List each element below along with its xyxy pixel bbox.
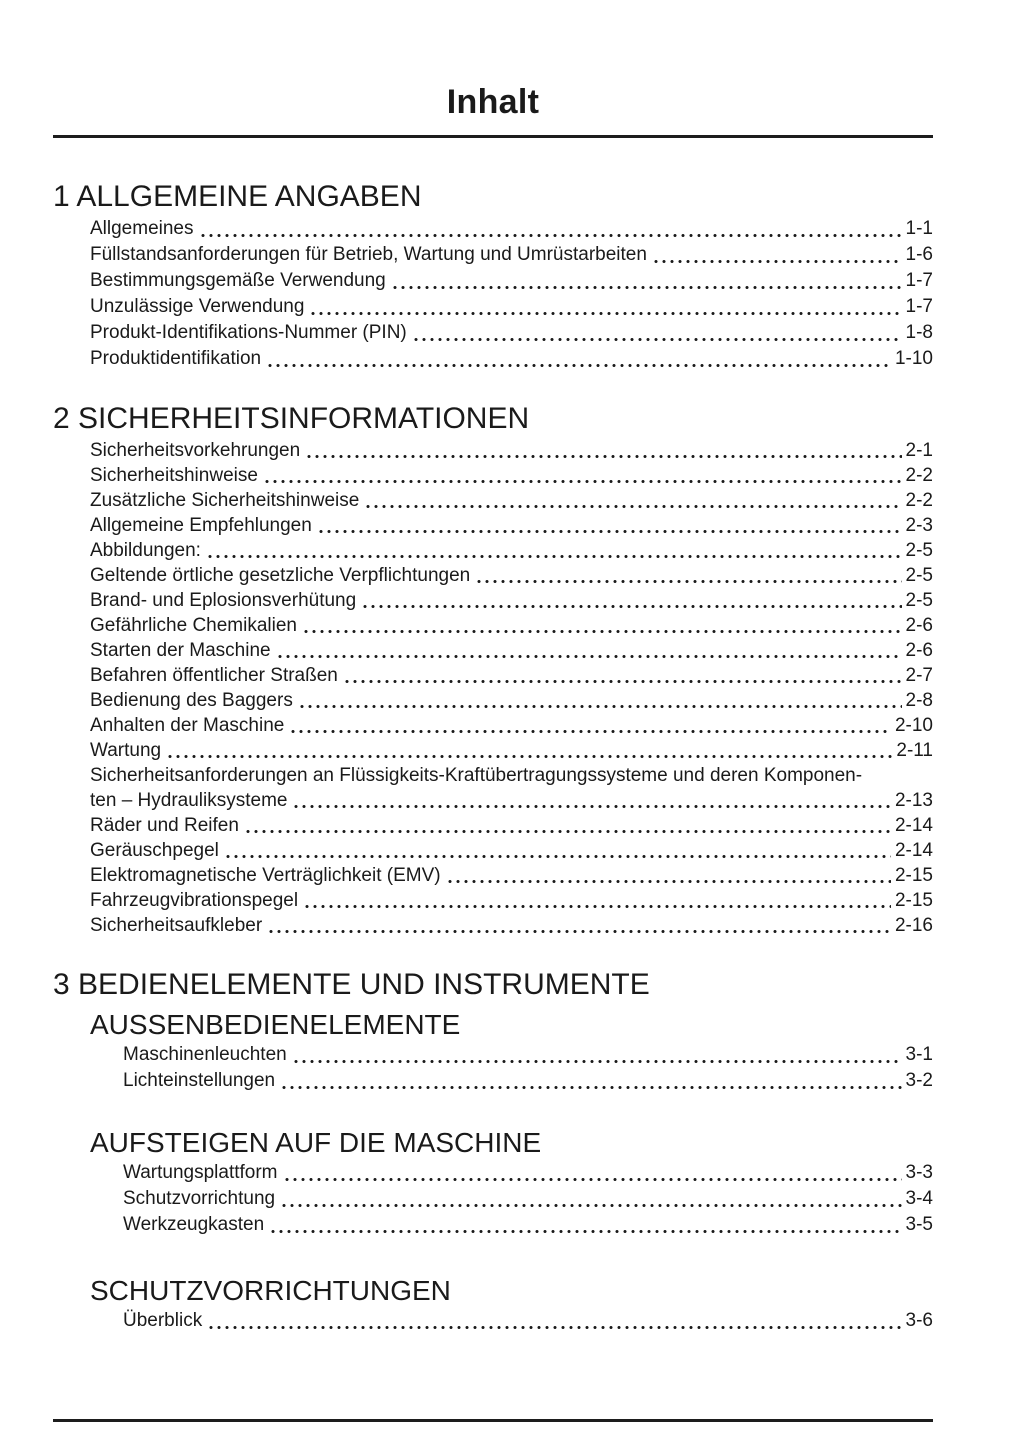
toc-entry-label: Lichteinstellungen bbox=[123, 1070, 276, 1091]
toc-entry-page: 3-3 bbox=[905, 1162, 933, 1183]
dot-leader bbox=[289, 713, 891, 738]
toc-entry-label: Schutzvorrichtung bbox=[123, 1188, 276, 1209]
toc-entry-page: 1-7 bbox=[905, 270, 933, 291]
toc-entry-label: Maschinenleuchten bbox=[123, 1044, 287, 1065]
toc-entry-page: 2-6 bbox=[905, 615, 933, 636]
dot-leader bbox=[224, 838, 891, 863]
toc-entry bbox=[53, 638, 933, 663]
toc-entry-page: 2-2 bbox=[905, 490, 933, 511]
dot-leader bbox=[199, 216, 902, 242]
dot-leader bbox=[652, 242, 902, 268]
dot-leader bbox=[276, 638, 902, 663]
toc-entry-label: Räder und Reifen bbox=[90, 815, 239, 836]
toc-entry-label: Starten der Maschine bbox=[90, 640, 271, 661]
dot-leader bbox=[292, 1042, 902, 1068]
dot-leader bbox=[298, 688, 902, 713]
toc-entry-page: 2-10 bbox=[894, 715, 933, 736]
toc-entry-page: 2-5 bbox=[905, 565, 933, 586]
toc-entry-page: 1-6 bbox=[905, 244, 933, 265]
toc-entry-page: 2-14 bbox=[894, 815, 933, 836]
toc-entry bbox=[53, 1042, 933, 1068]
toc-entry-page: 2-2 bbox=[905, 465, 933, 486]
toc-entry-page: 2-1 bbox=[905, 440, 933, 461]
toc-entry bbox=[53, 613, 933, 638]
toc-entry bbox=[53, 663, 933, 688]
subsection-schutzvorrichtungen bbox=[53, 1276, 933, 1334]
dot-leader bbox=[292, 788, 891, 813]
toc-entry-label: Gefährliche Chemikalien bbox=[90, 615, 297, 636]
header-rule bbox=[53, 135, 933, 138]
toc-entry-two-line bbox=[53, 763, 933, 813]
toc-entry bbox=[53, 1068, 933, 1094]
subsection-entries bbox=[53, 1042, 933, 1094]
page-title: Inhalt bbox=[446, 83, 540, 121]
toc-entry bbox=[53, 1212, 933, 1238]
toc-entry bbox=[53, 438, 933, 463]
toc-entry-page: 3-1 bbox=[905, 1044, 933, 1065]
toc-entry-label: Unzulässige Verwendung bbox=[90, 296, 305, 317]
toc-entry-label: Elektromagnetische Verträglichkeit (EMV) bbox=[90, 865, 441, 886]
dot-leader bbox=[280, 1068, 901, 1094]
subsection-heading: AUFSTEIGEN AUF DIE MASCHINE bbox=[90, 1127, 542, 1158]
toc-entry-label: Produkt-Identifikations-Nummer (PIN) bbox=[90, 322, 407, 343]
toc-entry-label: Allgemeines bbox=[90, 218, 194, 239]
toc-entry bbox=[53, 913, 933, 938]
toc-entry-label: Brand- und Eplosionsverhütung bbox=[90, 590, 357, 611]
section-heading: 1 ALLGEMEINE ANGABEN bbox=[53, 180, 422, 213]
toc-entry-label: Bedienung des Baggers bbox=[90, 690, 293, 711]
toc-entry bbox=[53, 513, 933, 538]
toc-entry-page: 1-8 bbox=[905, 322, 933, 343]
toc-entry-label: Abbildungen: bbox=[90, 540, 201, 561]
dot-leader bbox=[207, 1308, 901, 1334]
toc-entry-page: 2-16 bbox=[894, 915, 933, 936]
toc-entry-page: 2-5 bbox=[905, 590, 933, 611]
toc-entry-label: Sicherheitsvorkehrungen bbox=[90, 440, 301, 461]
toc-entry bbox=[53, 216, 933, 242]
toc-entry bbox=[53, 863, 933, 888]
toc-entry bbox=[53, 813, 933, 838]
dot-leader bbox=[364, 488, 901, 513]
toc-entry bbox=[53, 1160, 933, 1186]
toc-entry-label-line1: Sicherheitsanforderungen an Flüssigkeits-Kraftübertragungssysteme und deren Komponen- bbox=[90, 765, 863, 786]
toc-entry-page: 1-7 bbox=[905, 296, 933, 317]
toc-entry-label: Wartungsplattform bbox=[123, 1162, 278, 1183]
toc-entry bbox=[53, 838, 933, 863]
toc-entry-page: 1-1 bbox=[905, 218, 933, 239]
toc-entry-label: Werkzeugkasten bbox=[123, 1214, 265, 1235]
subsection-aussenbedienelemente bbox=[53, 1010, 933, 1094]
toc-entry bbox=[53, 538, 933, 563]
subsection-heading: SCHUTZVORRICHTUNGEN bbox=[90, 1275, 451, 1306]
dot-leader bbox=[263, 463, 902, 488]
toc-entry-page: 2-13 bbox=[894, 790, 933, 811]
dot-leader bbox=[206, 538, 902, 563]
toc-entry bbox=[53, 588, 933, 613]
toc-entry-page: 3-5 bbox=[905, 1214, 933, 1235]
toc-entry-page: 2-11 bbox=[896, 740, 933, 761]
dot-leader bbox=[391, 268, 902, 294]
dot-leader bbox=[283, 1160, 902, 1186]
section-bedienelemente bbox=[53, 970, 933, 1334]
toc-entry-label: ten – Hydrauliksysteme bbox=[90, 790, 288, 811]
toc-entry-page: 1-10 bbox=[894, 348, 933, 369]
toc-entry-label: Sicherheitshinweise bbox=[90, 465, 258, 486]
toc-entry-page: 2-15 bbox=[894, 890, 933, 911]
toc-entry bbox=[53, 738, 933, 763]
dot-leader bbox=[305, 438, 901, 463]
toc-entry bbox=[53, 1186, 933, 1212]
dot-leader bbox=[266, 346, 891, 372]
toc-entry-label: Geltende örtliche gesetzliche Verpflichtungen bbox=[90, 565, 471, 586]
dot-leader bbox=[309, 294, 901, 320]
dot-leader bbox=[244, 813, 891, 838]
toc-entry-label: Befahren öffentlicher Straßen bbox=[90, 665, 338, 686]
toc-entry bbox=[53, 563, 933, 588]
toc-entry-page: 2-7 bbox=[905, 665, 933, 686]
toc-entry bbox=[53, 463, 933, 488]
toc-entry bbox=[53, 888, 933, 913]
toc-entry-label: Produktidentifikation bbox=[90, 348, 262, 369]
toc-entry-page: 2-14 bbox=[894, 840, 933, 861]
subsection-aufsteigen bbox=[53, 1128, 933, 1238]
section-allgemeine-angaben bbox=[53, 182, 933, 372]
toc-entry bbox=[53, 294, 933, 320]
section-heading: 3 BEDIENELEMENTE UND INSTRUMENTE bbox=[53, 968, 650, 1001]
toc-entry-page: 2-15 bbox=[894, 865, 933, 886]
toc-entry-label: Zusätzliche Sicherheitshinweise bbox=[90, 490, 360, 511]
toc-entry-page: 2-8 bbox=[905, 690, 933, 711]
toc-entry-label: Sicherheitsaufkleber bbox=[90, 915, 263, 936]
dot-leader bbox=[269, 1212, 901, 1238]
section-heading: 2 SICHERHEITSINFORMATIONEN bbox=[53, 402, 530, 435]
toc-entry-page: 3-6 bbox=[905, 1310, 933, 1331]
dot-leader bbox=[267, 913, 891, 938]
toc-entry-label: Füllstandsanforderungen für Betrieb, Wartung und Umrüstarbeiten bbox=[90, 244, 647, 265]
dot-leader bbox=[343, 663, 902, 688]
dot-leader bbox=[280, 1186, 901, 1212]
toc-entry bbox=[53, 1308, 933, 1334]
dot-leader bbox=[475, 563, 901, 588]
subsection-entries bbox=[53, 1160, 933, 1238]
section-entries bbox=[53, 438, 933, 938]
toc-entry bbox=[53, 268, 933, 294]
dot-leader bbox=[361, 588, 901, 613]
toc-entry bbox=[53, 242, 933, 268]
toc-entry bbox=[53, 320, 933, 346]
toc-entry-page: 2-6 bbox=[905, 640, 933, 661]
toc-entry bbox=[53, 688, 933, 713]
toc-entry-label: Überblick bbox=[123, 1310, 203, 1331]
toc-entry-label: Fahrzeugvibrationspegel bbox=[90, 890, 299, 911]
toc-entry-page: 2-5 bbox=[905, 540, 933, 561]
toc-entry-label: Geräuschpegel bbox=[90, 840, 219, 861]
toc-entry-page: 3-2 bbox=[905, 1070, 933, 1091]
subsection-entries bbox=[53, 1308, 933, 1334]
toc-entry-page: 2-3 bbox=[905, 515, 933, 536]
section-entries bbox=[53, 216, 933, 372]
subsection-heading: AUSSENBEDIENELEMENTE bbox=[90, 1009, 461, 1040]
toc-entry-label: Bestimmungsgemäße Verwendung bbox=[90, 270, 386, 291]
dot-leader bbox=[412, 320, 902, 346]
toc-entry bbox=[53, 488, 933, 513]
toc-entry-label: Wartung bbox=[90, 740, 162, 761]
dot-leader bbox=[317, 513, 902, 538]
dot-leader bbox=[166, 738, 892, 763]
toc-entry-label: Anhalten der Maschine bbox=[90, 715, 285, 736]
toc-entry-label: Allgemeine Empfehlungen bbox=[90, 515, 312, 536]
toc-entry bbox=[53, 788, 933, 813]
dot-leader bbox=[446, 863, 891, 888]
toc-entry bbox=[53, 346, 933, 372]
toc-entry-page: 3-4 bbox=[905, 1188, 933, 1209]
footer-rule bbox=[53, 1419, 933, 1422]
dot-leader bbox=[302, 613, 902, 638]
toc-entry bbox=[53, 713, 933, 738]
dot-leader bbox=[303, 888, 891, 913]
section-sicherheitsinformationen bbox=[53, 404, 933, 938]
